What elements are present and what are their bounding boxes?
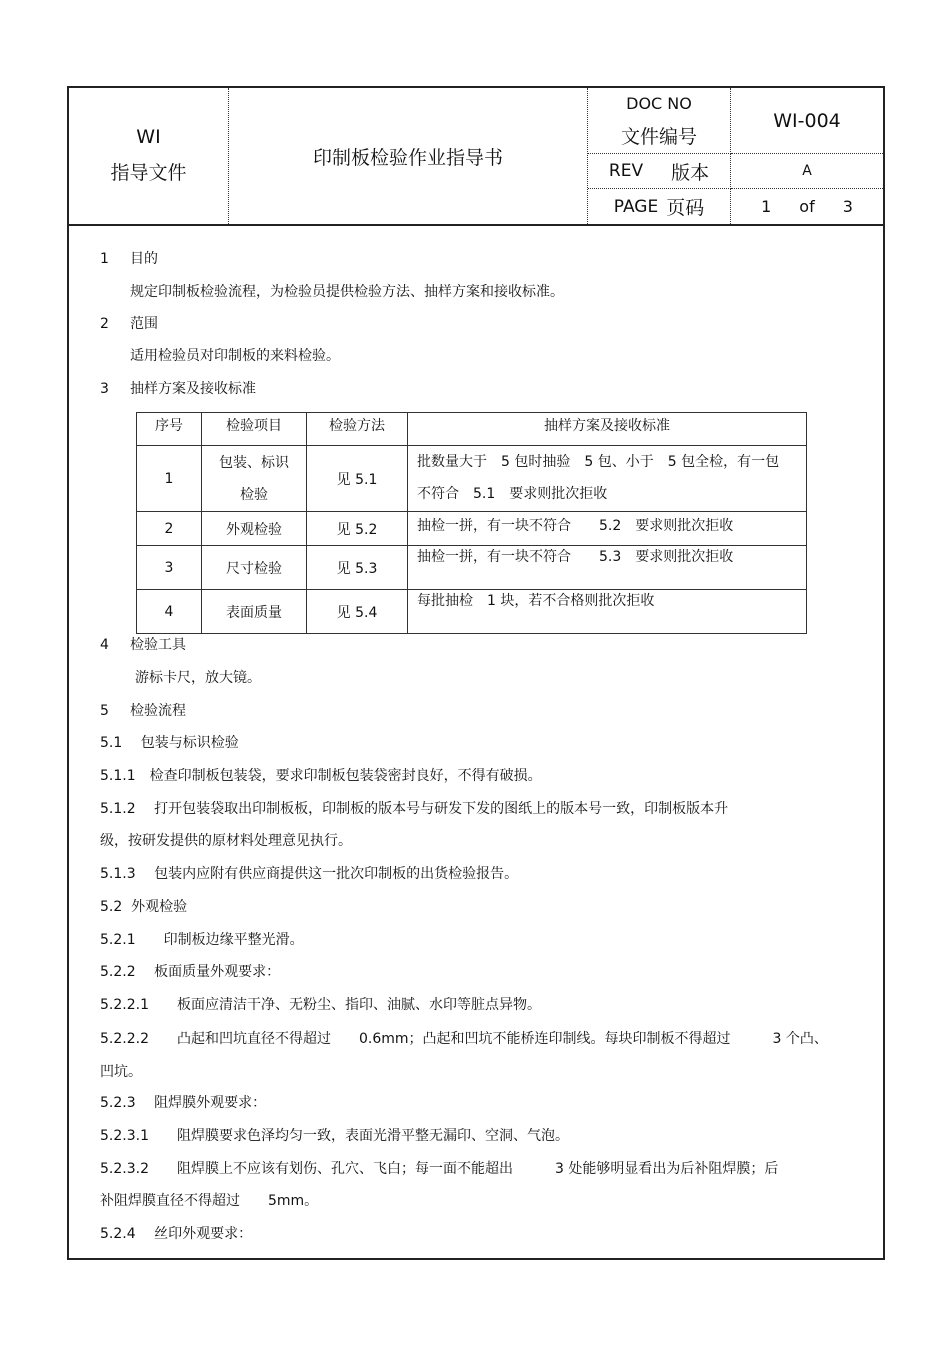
clause-5-1-2-cont: 级，按研发提供的原材料处理意见执行。: [100, 833, 352, 849]
section-1-body: 规定印制板检验流程，为检验员提供检验方法、抽样方案和接收标准。: [130, 284, 564, 300]
rev-label-cell: [588, 154, 731, 189]
row-number: 3: [137, 546, 202, 590]
section-4-body: 游标卡尺，放大镜。: [135, 670, 261, 686]
wi-label: WI: [136, 126, 161, 148]
row-criteria: 抽检一拼，有一块不符合 5.3 要求则批次拒收: [408, 546, 807, 590]
table-header-row: [137, 413, 807, 446]
table-header: 检验项目: [202, 413, 307, 446]
doc-no-value: WI-004: [731, 88, 883, 154]
header-block: [69, 88, 883, 226]
section-5-title: 检验流程: [130, 703, 186, 719]
row-criteria-line-2: 不符合 5.1 要求则批次拒收: [417, 486, 608, 502]
page-of: of: [799, 197, 815, 216]
page-label-cn: 页码: [666, 197, 705, 219]
doc-no-label-en: DOC NO: [626, 94, 692, 113]
row-item-line-2: 检验: [240, 486, 268, 503]
row-item: [202, 446, 307, 512]
row-item: 表面质量: [202, 590, 307, 634]
clause-5-1-3: 5.1.3 包装内应附有供应商提供这一批次印制板的出货检验报告。: [100, 866, 519, 882]
clause-5-2-3: 5.2.3 阻焊膜外观要求：: [100, 1095, 267, 1111]
row-criteria: [408, 446, 807, 512]
row-number: 2: [137, 512, 202, 546]
doc-no-label-cn: 文件编号: [620, 126, 697, 148]
clause-5-2-2-1: 5.2.2.1 板面应清洁干净、无粉尘、指印、油腻、水印等脏点异物。: [100, 997, 541, 1013]
row-criteria-line-1: 批数量大于 5 包时抽验 5 包、小于 5 包全检，有一包: [417, 454, 780, 470]
sampling-table: [136, 412, 807, 634]
section-1-title: 目的: [130, 251, 158, 267]
rev-label-cn: 版本: [671, 161, 710, 184]
clause-5-2-2-2-cont: 凹坑。: [100, 1064, 142, 1080]
row-method: 见 5.1: [307, 446, 408, 512]
page-label-cell: [588, 189, 731, 224]
rev-label-en: REV: [608, 161, 644, 181]
clause-5-2-3-2-cont: 补阻焊膜直径不得超过 5mm。: [100, 1193, 319, 1209]
clause-5-2-2: 5.2.2 板面质量外观要求：: [100, 964, 281, 980]
section-4-number: 4: [100, 637, 109, 653]
table-row: [137, 446, 807, 512]
clause-5-2-4: 5.2.4 丝印外观要求：: [100, 1226, 253, 1242]
doc-no-label-cell: [588, 88, 731, 154]
clause-5-2-2-2: 5.2.2.2 凸起和凹坑直径不得超过 0.6mm；凸起和凹坑不能桥连印制线。每块印制板不得超过 3 个凸、: [100, 1031, 828, 1047]
section-2-body: 适用检验员对印制板的来料检验。: [130, 348, 340, 364]
clause-5-2-3-1: 5.2.3.1 阻焊膜要求色泽均匀一致，表面光滑平整无漏印、空洞、气泡。: [100, 1128, 569, 1144]
page-number-cell: [731, 189, 883, 224]
row-method: 见 5.4: [307, 590, 408, 634]
table-header: 检验方法: [307, 413, 408, 446]
table-row: [137, 590, 807, 634]
clause-5-1-2: 5.1.2 打开包装袋取出印制板板，印制板的版本号与研发下发的图纸上的版本号一致，印制板版本升: [100, 801, 729, 817]
row-method: 见 5.2: [307, 512, 408, 546]
clause-5-1: 5.1 包装与标识检验: [100, 735, 239, 751]
row-method: 见 5.3: [307, 546, 408, 590]
section-1-number: 1: [100, 251, 109, 267]
row-number: 4: [137, 590, 202, 634]
section-2-number: 2: [100, 316, 109, 332]
row-criteria: 抽检一拼，有一块不符合 5.2 要求则批次拒收: [408, 512, 807, 546]
section-3-number: 3: [100, 381, 109, 397]
document-title: 印制板检验作业指导书: [229, 88, 588, 224]
section-4-title: 检验工具: [130, 637, 186, 653]
table-row: [137, 512, 807, 546]
row-item: 尺寸检验: [202, 546, 307, 590]
clause-5-2-1: 5.2.1 印制板边缘平整光滑。: [100, 932, 304, 948]
row-criteria: 每批抽检 1 块，若不合格则批次拒收: [408, 590, 807, 634]
table-row: [137, 546, 807, 590]
page-current: 1: [761, 197, 772, 216]
page-total: 3: [842, 197, 853, 216]
rev-value: A: [731, 154, 883, 189]
row-item-line-1: 包装、标识: [219, 454, 289, 471]
clause-5-1-1: 5.1.1 检查印制板包装袋，要求印制板包装袋密封良好，不得有破损。: [100, 768, 542, 784]
wi-cell: [69, 88, 229, 224]
section-5-number: 5: [100, 703, 109, 719]
clause-5-2: 5.2 外观检验: [100, 899, 188, 915]
row-item: 外观检验: [202, 512, 307, 546]
section-3-title: 抽样方案及接收标准: [130, 381, 256, 397]
clause-5-2-3-2: 5.2.3.2 阻焊膜上不应该有划伤、孔穴、飞白；每一面不能超出 3 处能够明显看出为后补阻焊膜；后: [100, 1161, 779, 1177]
table-header: 抽样方案及接收标准: [408, 413, 807, 446]
page-label-en: PAGE: [613, 196, 659, 217]
table-header: 序号: [137, 413, 202, 446]
wi-sublabel: 指导文件: [110, 162, 187, 184]
row-number: 1: [137, 446, 202, 512]
section-2-title: 范围: [130, 316, 158, 332]
